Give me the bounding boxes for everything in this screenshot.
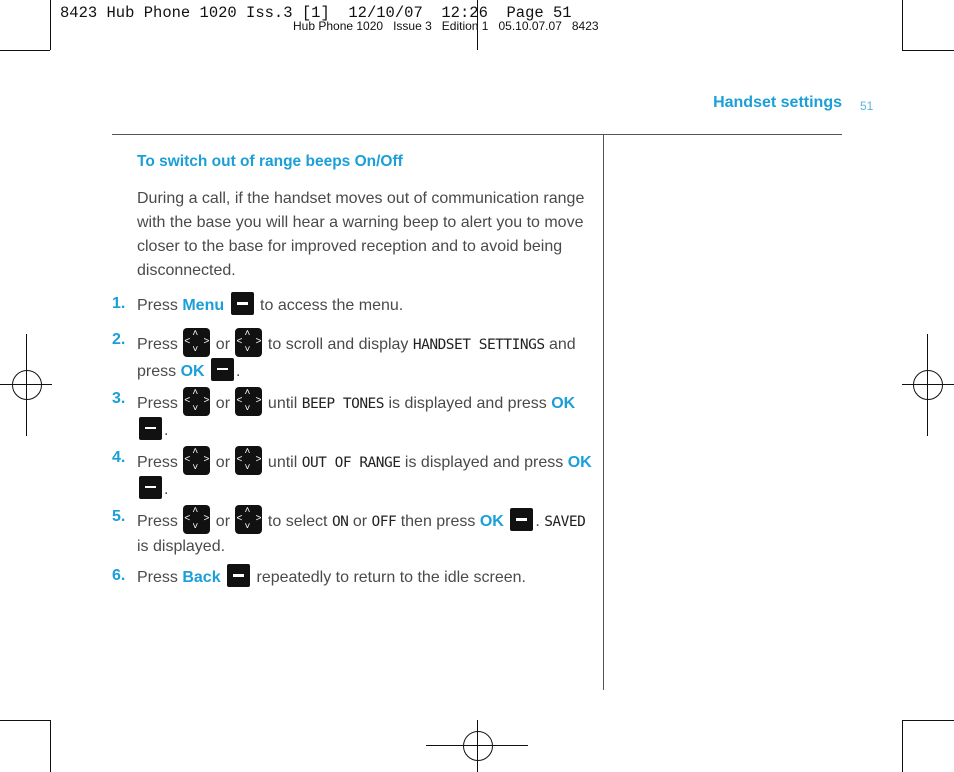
procedure-heading: To switch out of range beeps On/Off	[137, 153, 403, 170]
softkey-icon	[211, 358, 234, 381]
navigation-key-icon: ˄ ˅ ˂ ˃	[236, 328, 262, 355]
column-divider	[603, 135, 604, 690]
reg-mark-left-v	[26, 334, 27, 436]
crop-mark-tr-h	[902, 50, 954, 51]
softkey-icon	[510, 508, 533, 531]
crop-mark-br-v	[902, 720, 903, 772]
ok-key-label: OK	[567, 454, 592, 471]
navigation-key-icon: ˄ ˅ ˂ ˃	[184, 505, 210, 532]
navigation-key-icon: ˄ ˅ ˂ ˃	[184, 387, 210, 414]
reg-mark-right-circle	[913, 370, 943, 400]
step-number: 3.	[112, 390, 126, 407]
lcd-text: OUT OF RANGE	[301, 455, 401, 471]
reg-mark-left-circle	[12, 370, 42, 400]
step-number: 5.	[112, 508, 126, 525]
navigation-key-icon: ˄ ˅ ˂ ˃	[184, 446, 210, 473]
softkey-icon	[227, 564, 250, 587]
crop-mark-bl-v	[50, 720, 51, 772]
step-4: 4. Press ˄ ˅ ˂ ˃ or ˄ ˅ ˂ ˃ until OUT OF RANGE is displayed and press OK .	[112, 446, 592, 498]
lcd-text: ON	[331, 514, 349, 530]
print-subheader: Hub Phone 1020 Issue 3 Edition 1 05.10.07.07 8423	[293, 19, 599, 33]
back-key-label: Back	[182, 569, 221, 586]
step-5: 5. Press ˄ ˅ ˂ ˃ or ˄ ˅ ˂ ˃ to select ON or OFF then press OK . SAVED is displayed.	[112, 505, 586, 555]
lcd-text: SAVED	[544, 514, 586, 530]
section-title: Handset settings	[713, 94, 842, 111]
intro-paragraph: During a call, if the handset moves out of communication range with the base you will hear a warning beep to alert you to move closer to the base for improved reception and to avoid being disconnected.	[137, 190, 585, 279]
reg-mark-bottom-v	[477, 720, 478, 772]
softkey-icon	[139, 417, 162, 440]
softkey-icon	[139, 476, 162, 499]
menu-key-label: Menu	[182, 297, 225, 314]
header-rule	[112, 134, 842, 135]
step-number: 2.	[112, 331, 126, 348]
step-number: 6.	[112, 567, 126, 584]
reg-mark-right-h	[902, 384, 954, 385]
crop-mark-tl-v	[50, 0, 51, 50]
navigation-key-icon: ˄ ˅ ˂ ˃	[236, 446, 262, 473]
crop-mark-tl-h	[0, 50, 50, 51]
page-number: 51	[860, 99, 874, 113]
lcd-text: OFF	[371, 514, 397, 530]
crop-mark-bl-h	[0, 720, 50, 721]
reg-mark-bottom-circle	[463, 731, 493, 761]
step-3: 3. Press ˄ ˅ ˂ ˃ or ˄ ˅ ˂ ˃ until BEEP TONES is displayed and press OK .	[112, 387, 576, 439]
ok-key-label: OK	[479, 513, 504, 530]
print-header: 8423 Hub Phone 1020 Iss.3 [1] 12/10/07 12:26 Page 51	[60, 4, 572, 22]
softkey-icon	[231, 292, 254, 315]
step-6: 6. Press Back repeatedly to return to the idle screen.	[112, 564, 592, 590]
ok-key-label: OK	[551, 395, 576, 412]
reg-mark-right-v	[927, 334, 928, 436]
lcd-text: BEEP TONES	[301, 396, 385, 412]
step-number: 1.	[112, 295, 126, 312]
crop-mark-tr-v	[902, 0, 903, 50]
step-number: 4.	[112, 449, 126, 466]
lcd-text: HANDSET SETTINGS	[412, 337, 545, 353]
crop-mark-br-h	[902, 720, 954, 721]
step-2: 2. Press ˄ ˅ ˂ ˃ or ˄ ˅ ˂ ˃ to scroll and display HANDSET SETTINGS and press OK .	[112, 328, 576, 380]
navigation-key-icon: ˄ ˅ ˂ ˃	[236, 505, 262, 532]
navigation-key-icon: ˄ ˅ ˂ ˃	[236, 387, 262, 414]
navigation-key-icon: ˄ ˅ ˂ ˃	[184, 328, 210, 355]
ok-key-label: OK	[180, 362, 205, 380]
step-1: 1. Press Menu to access the menu.	[112, 292, 592, 318]
